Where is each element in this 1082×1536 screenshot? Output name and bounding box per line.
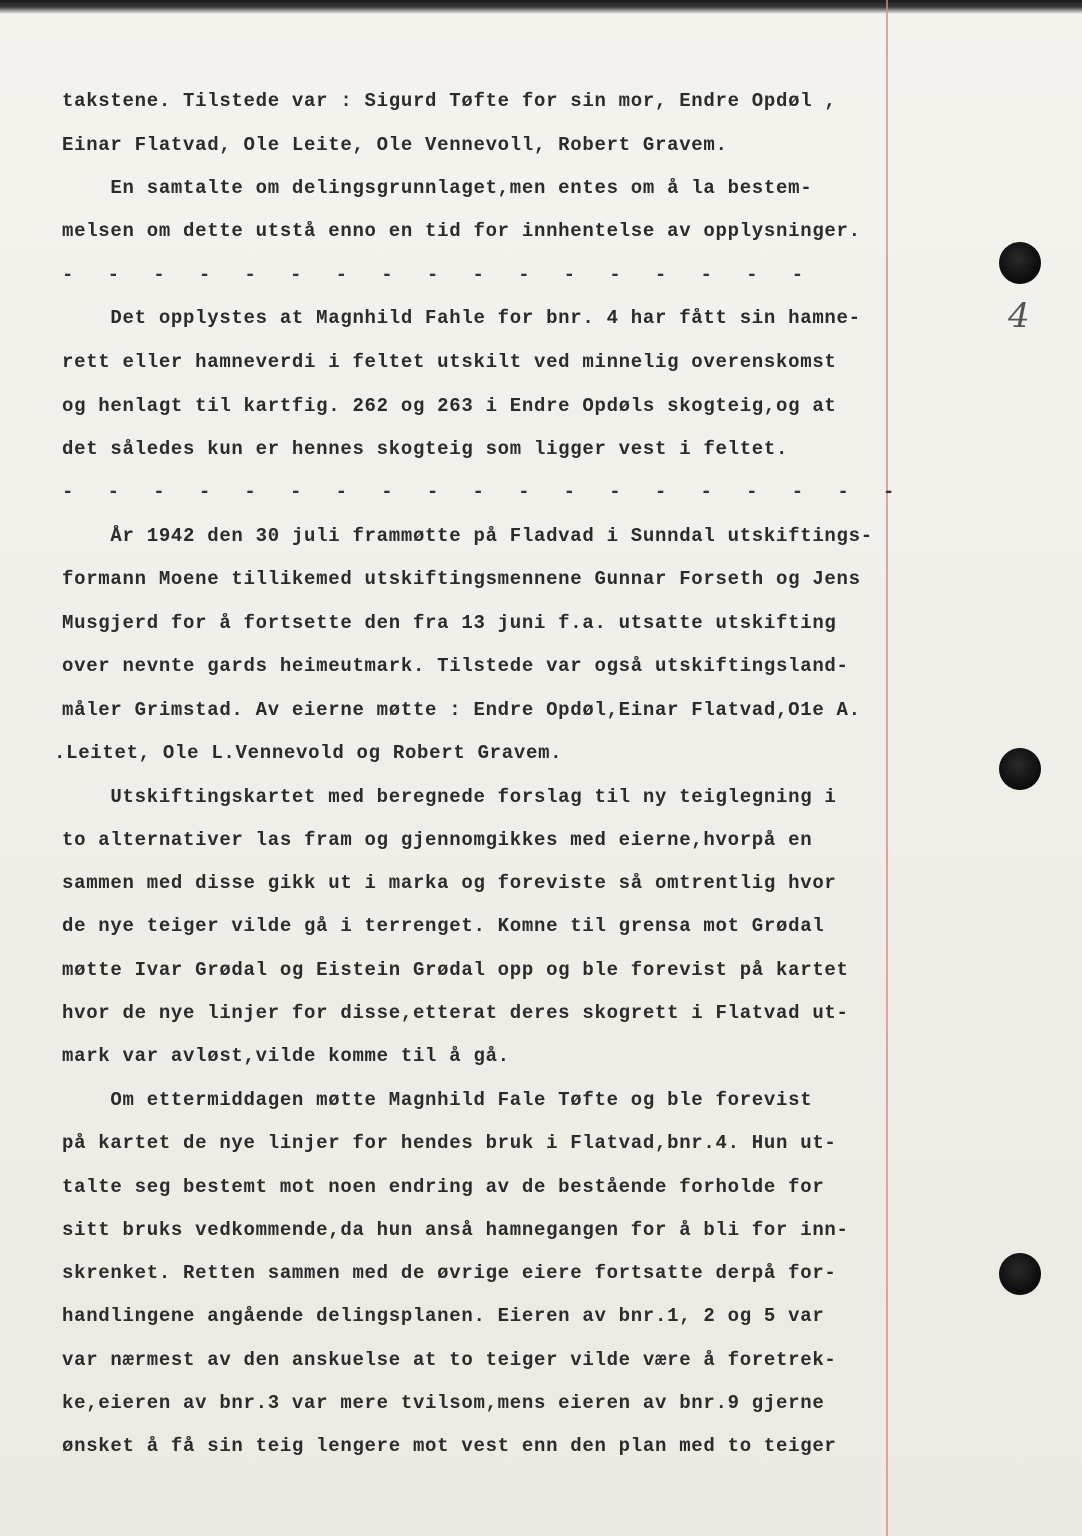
- text-line: .Leitet, Ole L.Vennevold og Robert Gravem.: [54, 742, 563, 764]
- text-line: hvor de nye linjer for disse,etterat deres skogrett i Flatvad ut-: [62, 1002, 849, 1024]
- text-line: Om ettermiddagen møtte Magnhild Fale Tøfte og ble forevist: [62, 1089, 813, 1111]
- text-line: og henlagt til kartfig. 262 og 263 i Endre Opdøls skogteig,og at: [62, 395, 837, 417]
- text-line: melsen om dette utstå enno en tid for innhentelse av opplysninger.: [62, 220, 861, 242]
- text-line: formann Moene tillikemed utskiftingsmennene Gunnar Forseth og Jens: [62, 568, 861, 590]
- text-line: møtte Ivar Grødal og Eistein Grødal opp og ble forevist på kartet: [62, 959, 849, 981]
- separator: - - - - - - - - - - - - - - - - - - -: [62, 481, 895, 503]
- punch-hole: [999, 242, 1041, 284]
- text-line: Musgjerd for å fortsette den fra 13 juni f.a. utsatte utskifting: [62, 612, 837, 634]
- punch-hole: [999, 748, 1041, 790]
- punch-hole: [999, 1253, 1041, 1295]
- text-line: År 1942 den 30 juli frammøtte på Fladvad i Sunndal utskiftings-: [62, 525, 873, 547]
- text-line: mark var avløst,vilde komme til å gå.: [62, 1045, 510, 1067]
- text-line: ke,eieren av bnr.3 var mere tvilsom,mens eieren av bnr.9 gjerne: [62, 1392, 825, 1414]
- scan-top-edge: [0, 0, 1082, 14]
- text-line: de nye teiger vilde gå i terrenget. Komne til grensa mot Grødal: [62, 915, 825, 937]
- text-line: Utskiftingskartet med beregnede forslag til ny teiglegning i: [62, 786, 837, 808]
- text-line: takstene. Tilstede var : Sigurd Tøfte for sin mor, Endre Opdøl ,: [62, 90, 837, 112]
- text-line: over nevnte gards heimeutmark. Tilstede var også utskiftingsland-: [62, 655, 849, 677]
- separator: - - - - - - - - - - - - - - - - -: [62, 264, 804, 286]
- text-line: handlingene angående delingsplanen. Eieren av bnr.1, 2 og 5 var: [62, 1305, 825, 1327]
- text-line: Det opplystes at Magnhild Fahle for bnr. 4 har fått sin hamne-: [62, 307, 861, 329]
- text-line: måler Grimstad. Av eierne møtte : Endre Opdøl,Einar Flatvad,O1e A.: [62, 699, 861, 721]
- text-line: det således kun er hennes skogteig som ligger vest i feltet.: [62, 438, 789, 460]
- text-line: sammen med disse gikk ut i marka og foreviste så omtrentlig hvor: [62, 872, 837, 894]
- page-number: 4: [1008, 296, 1030, 336]
- text-line: talte seg bestemt mot noen endring av de bestående forholde for: [62, 1176, 825, 1198]
- text-line: på kartet de nye linjer for hendes bruk i Flatvad,bnr.4. Hun ut-: [62, 1132, 837, 1154]
- text-line: var nærmest av den anskuelse at to teiger vilde være å foretrek-: [62, 1349, 837, 1371]
- margin-rule: [886, 0, 888, 1536]
- text-line: rett eller hamneverdi i feltet utskilt ved minnelig overenskomst: [62, 351, 837, 373]
- text-line: ønsket å få sin teig lengere mot vest enn den plan med to teiger: [62, 1435, 837, 1457]
- text-line: to alternativer las fram og gjennomgikkes med eierne,hvorpå en: [62, 829, 813, 851]
- text-line: sitt bruks vedkommende,da hun anså hamnegangen for å bli for inn-: [62, 1219, 849, 1241]
- text-line: En samtalte om delingsgrunnlaget,men entes om å la bestem-: [62, 177, 813, 199]
- text-line: Einar Flatvad, Ole Leite, Ole Vennevoll, Robert Gravem.: [62, 134, 728, 156]
- text-line: skrenket. Retten sammen med de øvrige eiere fortsatte derpå for-: [62, 1262, 837, 1284]
